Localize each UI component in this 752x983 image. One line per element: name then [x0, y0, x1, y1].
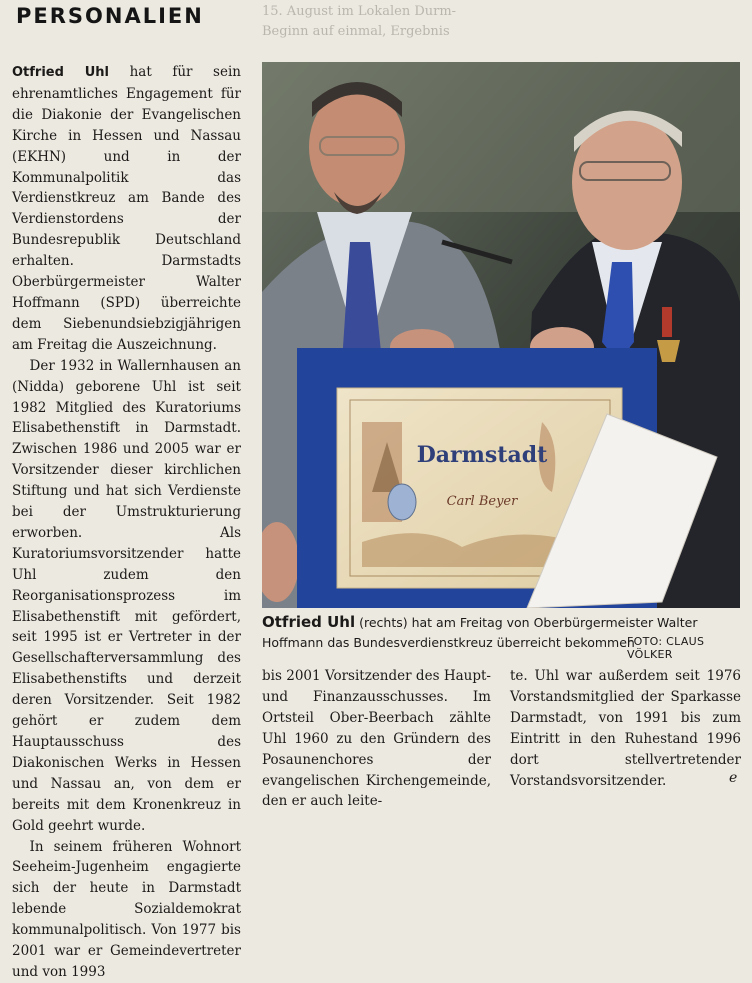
award-photo: [262, 62, 740, 608]
article-paragraph: In seinem früheren Wohnort Seeheim-Jugenheim engagierte sich der heute in Darmstadt lebende Sozialdemokrat kommunalpolitisch. Von 1977 bis 2001 war er Gemeindevertreter und von 1993: [12, 838, 241, 980]
author-signature: e: [729, 770, 738, 786]
article-column-left: [12, 62, 241, 983]
photo-credit: FOTO: CLAUS VÖLKER: [627, 635, 705, 661]
lead-text: hat für sein ehrenamtliches Engagement für die Diakonie der Evangelischen Kirche in Hessen und Nassau (EKHN) und in der Kommunalpolitik das Verdienstkreuz am Bande des Verdienstordens der Bundesrepublik Deutschland erhalten. Darmstadts Oberbürgermeister Walter Hoffmann (SPD) überreichte dem Siebenundsiebzigjährigen am Freitag die Auszeichnung.: [12, 64, 241, 353]
lead-name: Otfried Uhl: [12, 65, 109, 80]
article-column-middle: [262, 666, 491, 812]
photo-illustration: [262, 62, 740, 608]
article-paragraph: Der 1932 in Wallernhausen an (Nidda) geborene Uhl ist seit 1982 Mitglied des Kuratoriums Elisabethenstift in Darmstadt. Zwischen 1986 und 2005 war er Vorsitzender dieser kirchlichen Stiftung und hat sich Verdienste bei der Umstrukturierung erworben. Als Kuratoriumsvorsitzender hatte Uhl zudem den Reorganisationsprozess im Elisabethenstift mit gefördert, seit 1995 ist er Vertreter in der Gesellschafterversammlung des Elisabethenstifts und derzeit deren Vorsitzender. Seit 1982 gehört er zudem dem Hauptausschuss des Diakonischen Werks in Hessen und Nassau an, von dem er bereits mit dem Kronenkreuz in Gold geehrt wurde.: [12, 357, 241, 834]
article-paragraph: bis 2001 Vorsitzender des Haupt- und Finanzausschusses. Im Ortsteil Ober-Beerbach zählte Uhl 1960 zu den Gründern des Posaunenchores der evangelischen Kirchengemeinde, den er auch leite-: [262, 668, 491, 810]
caption-name: Otfried Uhl: [262, 613, 356, 631]
bleed-line: 15. August im Lokalen Durm-: [262, 4, 457, 19]
article-paragraph: te. Uhl war außerdem seit 1976 Vorstandsmitglied der Sparkasse Darmstadt, von 1991 bis zum Eintritt in den Ruhestand 1996 dort stellvertretender Vorstandsvorsitzender.: [510, 668, 741, 789]
certificate-name: Carl Beyer: [446, 494, 518, 509]
bleed-through-top: [262, 2, 502, 42]
article-lead-paragraph: [12, 62, 241, 356]
caption-text: (rechts) hat am Freitag von Oberbürgermeister Walter Hoffmann das Bundesverdienstkreuz überreicht bekommen: [262, 615, 698, 650]
article-column-right: [510, 666, 741, 791]
bleed-line: Beginn auf einmal, Ergebnis: [262, 24, 450, 39]
section-heading: PERSONALIEN: [16, 4, 204, 28]
certificate-title: Darmstadt: [416, 442, 548, 468]
